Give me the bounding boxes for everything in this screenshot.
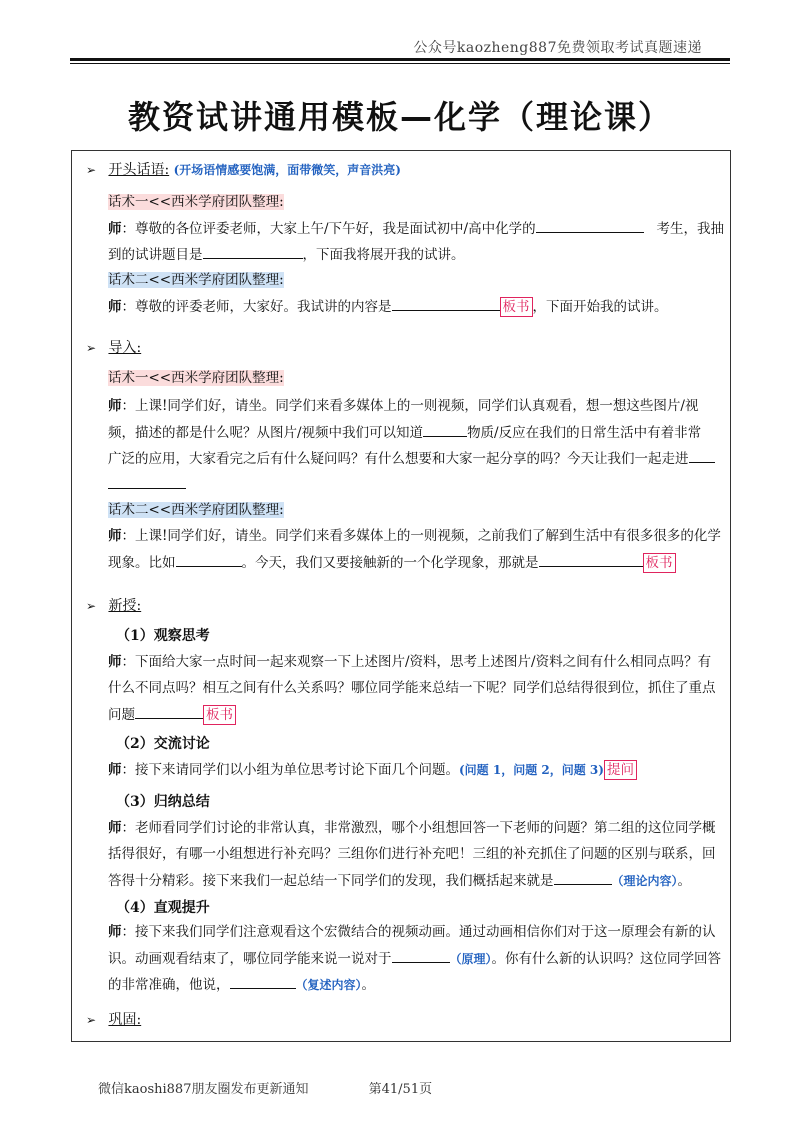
lesson-line-9: 识。动画观看结束了，哪位同学能来说一说对于 （原理）。你有什么新的认识吗？这位同学回答: [108, 948, 721, 969]
section-heading: 新授:: [108, 598, 142, 614]
lesson-line-10: 的非常准确，他说， （复述内容）。: [108, 974, 375, 995]
lesson-line-6: 括得很好，有哪一小组想进行补充吗？三组你们进行补充吧！三组的补充抓住了问题的区别与联系，回: [108, 846, 716, 862]
intro-line-3: 广泛的应用，大家看完之后有什么疑问吗？有什么想要和大家一起分享的吗？今天让我们一起走进: [108, 448, 715, 469]
page-title: 教资试讲通用模板—化学（理论课）: [127, 98, 672, 136]
opening-line-3: 师：尊敬的评委老师，大家好。我试讲的内容是 板书 ，下面开始我的试讲。: [108, 296, 668, 317]
board-tag: 板书: [500, 297, 533, 317]
arrow-bullet-icon: ➢: [86, 163, 97, 177]
intro-line-2: 频，描述的都是什么呢？从图片/视频中我们可以知道 物质/反应在我们的日常生活中有着非常: [108, 422, 701, 443]
subheading: （4）直观提升: [116, 900, 210, 916]
section-new-lesson: [86, 596, 141, 616]
footer-note: 微信kaoshi887朋友圈发布更新通知: [98, 1082, 309, 1097]
intro-line-5: 师：上课!同学们好，请坐。同学们来看多媒体上的一则视频，之前我们了解到生活中有很多很多的化学: [108, 528, 721, 544]
opening-line-2: 到的试讲题目是 ，下面我将展开我的试讲。: [108, 244, 465, 265]
script-label: 话术二<<西米学府团队整理:: [108, 502, 284, 518]
lesson-line-1: 师：下面给大家一点时间一起来观察一下上述图片/资料，思考上述图片/资料之间有什么相同点吗？有: [108, 654, 712, 670]
script-label: 话术二<<西米学府团队整理:: [108, 272, 284, 288]
subheading: （1）观察思考: [116, 628, 210, 644]
board-tag: 板书: [203, 705, 236, 725]
lesson-line-2: 什么不同点吗？相互之间有什么关系吗？哪位同学能来总结一下呢？同学们总结得很到位，抓住了重点: [108, 680, 716, 696]
lesson-line-8: 师：接下来我们同学们注意观看这个宏微结合的视频动画。通过动画相信你们对于这一原理会有新的认: [108, 924, 716, 940]
lesson-line-4: 师：接下来请同学们以小组为单位思考讨论下面几个问题。(问题 1，问题 2，问题 3) 提问: [108, 760, 637, 780]
arrow-bullet-icon: ➢: [86, 341, 97, 355]
arrow-bullet-icon: ➢: [86, 599, 97, 613]
arrow-bullet-icon: ➢: [86, 1013, 97, 1027]
section-consolidate: [86, 1010, 141, 1030]
subheading: （3）归纳总结: [116, 794, 210, 810]
subheading: （2）交流讨论: [116, 736, 210, 752]
lesson-line-7: 答得十分精彩。接下来我们一起总结一下同学们的发现，我们概括起来就是 （理论内容）。: [108, 870, 691, 891]
header-rule-thick: [70, 58, 730, 61]
header-rule-thin: [70, 63, 730, 64]
section-note: (开场语情感要饱满，面带微笑，声音洪亮): [173, 163, 401, 177]
lesson-line-3: 问题 板书: [108, 704, 236, 725]
section-heading: 开头话语:: [108, 162, 170, 178]
footer: [98, 1078, 432, 1097]
page-number: 第41/51页: [368, 1082, 433, 1097]
intro-line-6: 现象。比如 。今天，我们又要接触新的一个化学现象，那就是 板书: [108, 552, 676, 573]
header-note: 公众号kaozheng887免费领取考试真题速递: [413, 40, 702, 56]
lesson-line-5: 师：老师看同学们讨论的非常认真，非常激烈，哪个小组想回答一下老师的问题？第二组的这位同学概: [108, 820, 716, 836]
section-intro: [86, 338, 141, 358]
opening-line-1: 师：尊敬的各位评委老师，大家上午/下午好，我是面试初中/高中化学的 考生，我抽: [108, 218, 724, 239]
section-heading: 巩固:: [108, 1012, 142, 1028]
intro-line-1: 师：上课!同学们好，请坐。同学们来看多媒体上的一则视频，同学们认真观看，想一想这些图片/视: [108, 398, 699, 414]
question-tag: 提问: [604, 760, 637, 780]
script-label: 话术一<<西米学府团队整理:: [108, 370, 284, 386]
script-label: 话术一<<西米学府团队整理:: [108, 194, 284, 210]
section-heading: 导入:: [108, 340, 142, 356]
section-opening: [86, 160, 401, 180]
intro-line-4: [108, 474, 186, 495]
board-tag: 板书: [643, 553, 676, 573]
